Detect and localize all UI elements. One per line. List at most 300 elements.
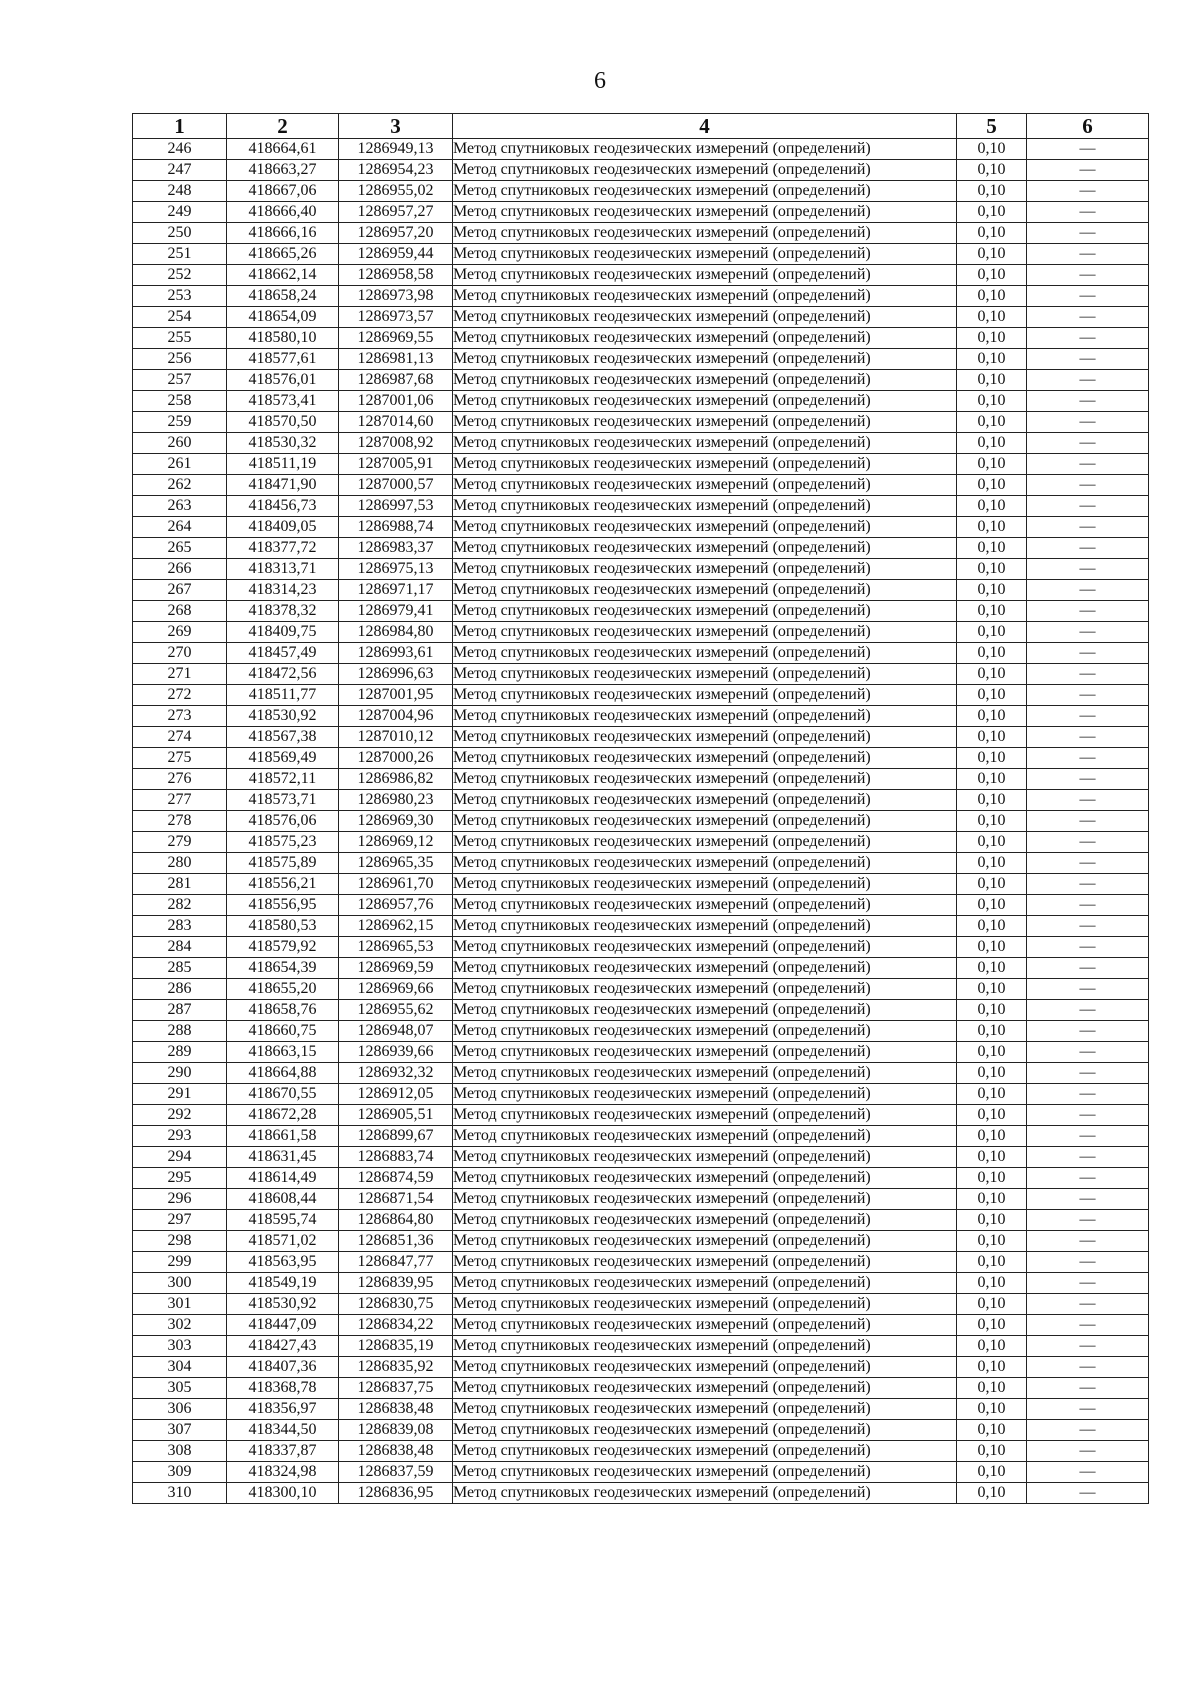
description-cell: — — [1027, 916, 1149, 937]
point-number-cell: 247 — [133, 160, 227, 181]
method-cell: Метод спутниковых геодезических измерений (определений) — [453, 748, 957, 769]
description-cell: — — [1027, 748, 1149, 769]
y-coordinate-cell: 1286959,44 — [339, 244, 453, 265]
table-row — [133, 1042, 1149, 1063]
y-coordinate-cell: 1286837,75 — [339, 1378, 453, 1399]
accuracy-cell: 0,10 — [957, 223, 1027, 244]
description-cell: — — [1027, 223, 1149, 244]
method-cell: Метод спутниковых геодезических измерений (определений) — [453, 181, 957, 202]
y-coordinate-cell: 1286839,95 — [339, 1273, 453, 1294]
table-row — [133, 475, 1149, 496]
x-coordinate-cell: 418409,05 — [227, 517, 339, 538]
accuracy-cell: 0,10 — [957, 1105, 1027, 1126]
table-row — [133, 664, 1149, 685]
description-cell: — — [1027, 496, 1149, 517]
table-row — [133, 1000, 1149, 1021]
y-coordinate-cell: 1286980,23 — [339, 790, 453, 811]
table-row — [133, 265, 1149, 286]
x-coordinate-cell: 418511,77 — [227, 685, 339, 706]
accuracy-cell: 0,10 — [957, 706, 1027, 727]
accuracy-cell: 0,10 — [957, 1420, 1027, 1441]
y-coordinate-cell: 1287005,91 — [339, 454, 453, 475]
point-number-cell: 258 — [133, 391, 227, 412]
method-cell: Метод спутниковых геодезических измерений (определений) — [453, 580, 957, 601]
method-cell: Метод спутниковых геодезических измерений (определений) — [453, 370, 957, 391]
point-number-cell: 257 — [133, 370, 227, 391]
y-coordinate-cell: 1286969,12 — [339, 832, 453, 853]
point-number-cell: 259 — [133, 412, 227, 433]
description-cell: — — [1027, 937, 1149, 958]
table-row — [133, 622, 1149, 643]
accuracy-cell: 0,10 — [957, 412, 1027, 433]
point-number-cell: 301 — [133, 1294, 227, 1315]
x-coordinate-cell: 418530,32 — [227, 433, 339, 454]
x-coordinate-cell: 418378,32 — [227, 601, 339, 622]
method-cell: Метод спутниковых геодезических измерений (определений) — [453, 832, 957, 853]
table-header-row — [133, 114, 1149, 139]
table-row — [133, 643, 1149, 664]
y-coordinate-cell: 1286969,30 — [339, 811, 453, 832]
point-number-cell: 297 — [133, 1210, 227, 1231]
y-coordinate-cell: 1286830,75 — [339, 1294, 453, 1315]
description-cell: — — [1027, 601, 1149, 622]
table-row — [133, 412, 1149, 433]
x-coordinate-cell: 418530,92 — [227, 706, 339, 727]
y-coordinate-cell: 1286838,48 — [339, 1441, 453, 1462]
y-coordinate-cell: 1286986,82 — [339, 769, 453, 790]
point-number-cell: 289 — [133, 1042, 227, 1063]
method-cell: Метод спутниковых геодезических измерений (определений) — [453, 1378, 957, 1399]
accuracy-cell: 0,10 — [957, 769, 1027, 790]
accuracy-cell: 0,10 — [957, 1441, 1027, 1462]
x-coordinate-cell: 418427,43 — [227, 1336, 339, 1357]
column-header: 6 — [1027, 114, 1149, 139]
y-coordinate-cell: 1286949,13 — [339, 139, 453, 160]
y-coordinate-cell: 1286981,13 — [339, 349, 453, 370]
y-coordinate-cell: 1286965,53 — [339, 937, 453, 958]
table-row — [133, 1420, 1149, 1441]
description-cell: — — [1027, 349, 1149, 370]
x-coordinate-cell: 418314,23 — [227, 580, 339, 601]
table-row — [133, 538, 1149, 559]
point-number-cell: 290 — [133, 1063, 227, 1084]
accuracy-cell: 0,10 — [957, 916, 1027, 937]
x-coordinate-cell: 418580,53 — [227, 916, 339, 937]
point-number-cell: 294 — [133, 1147, 227, 1168]
x-coordinate-cell: 418579,92 — [227, 937, 339, 958]
accuracy-cell: 0,10 — [957, 790, 1027, 811]
table-row — [133, 1105, 1149, 1126]
table-row — [133, 160, 1149, 181]
method-cell: Метод спутниковых геодезических измерений (определений) — [453, 1189, 957, 1210]
method-cell: Метод спутниковых геодезических измерений (определений) — [453, 895, 957, 916]
y-coordinate-cell: 1286899,67 — [339, 1126, 453, 1147]
description-cell: — — [1027, 1252, 1149, 1273]
accuracy-cell: 0,10 — [957, 1063, 1027, 1084]
description-cell: — — [1027, 664, 1149, 685]
method-cell: Метод спутниковых геодезических измерений (определений) — [453, 391, 957, 412]
x-coordinate-cell: 418407,36 — [227, 1357, 339, 1378]
y-coordinate-cell: 1286988,74 — [339, 517, 453, 538]
description-cell: — — [1027, 727, 1149, 748]
method-cell: Метод спутниковых геодезических измерений (определений) — [453, 307, 957, 328]
table-row — [133, 1357, 1149, 1378]
x-coordinate-cell: 418654,09 — [227, 307, 339, 328]
accuracy-cell: 0,10 — [957, 1000, 1027, 1021]
method-cell: Метод спутниковых геодезических измерений (определений) — [453, 454, 957, 475]
table-row — [133, 1168, 1149, 1189]
y-coordinate-cell: 1286969,55 — [339, 328, 453, 349]
method-cell: Метод спутниковых геодезических измерений (определений) — [453, 664, 957, 685]
y-coordinate-cell: 1286969,66 — [339, 979, 453, 1000]
x-coordinate-cell: 418658,76 — [227, 1000, 339, 1021]
description-cell: — — [1027, 706, 1149, 727]
point-number-cell: 273 — [133, 706, 227, 727]
accuracy-cell: 0,10 — [957, 265, 1027, 286]
point-number-cell: 260 — [133, 433, 227, 454]
x-coordinate-cell: 418573,41 — [227, 391, 339, 412]
description-cell: — — [1027, 1000, 1149, 1021]
x-coordinate-cell: 418563,95 — [227, 1252, 339, 1273]
method-cell: Метод спутниковых геодезических измерений (определений) — [453, 1462, 957, 1483]
x-coordinate-cell: 418472,56 — [227, 664, 339, 685]
description-cell: — — [1027, 685, 1149, 706]
method-cell: Метод спутниковых геодезических измерений (определений) — [453, 1252, 957, 1273]
description-cell: — — [1027, 160, 1149, 181]
y-coordinate-cell: 1286905,51 — [339, 1105, 453, 1126]
description-cell: — — [1027, 1378, 1149, 1399]
description-cell: — — [1027, 1042, 1149, 1063]
point-number-cell: 282 — [133, 895, 227, 916]
point-number-cell: 310 — [133, 1483, 227, 1504]
x-coordinate-cell: 418447,09 — [227, 1315, 339, 1336]
description-cell: — — [1027, 1357, 1149, 1378]
y-coordinate-cell: 1286838,48 — [339, 1399, 453, 1420]
x-coordinate-cell: 418666,16 — [227, 223, 339, 244]
x-coordinate-cell: 418572,11 — [227, 769, 339, 790]
accuracy-cell: 0,10 — [957, 1378, 1027, 1399]
accuracy-cell: 0,10 — [957, 643, 1027, 664]
x-coordinate-cell: 418344,50 — [227, 1420, 339, 1441]
method-cell: Метод спутниковых геодезических измерений (определений) — [453, 1315, 957, 1336]
x-coordinate-cell: 418456,73 — [227, 496, 339, 517]
x-coordinate-cell: 418324,98 — [227, 1462, 339, 1483]
description-cell: — — [1027, 1273, 1149, 1294]
table-row — [133, 727, 1149, 748]
table-row — [133, 580, 1149, 601]
table-row — [133, 454, 1149, 475]
accuracy-cell: 0,10 — [957, 1357, 1027, 1378]
x-coordinate-cell: 418511,19 — [227, 454, 339, 475]
table-row — [133, 202, 1149, 223]
point-number-cell: 283 — [133, 916, 227, 937]
description-cell: — — [1027, 1462, 1149, 1483]
method-cell: Метод спутниковых геодезических измерений (определений) — [453, 601, 957, 622]
y-coordinate-cell: 1286979,41 — [339, 601, 453, 622]
description-cell: — — [1027, 895, 1149, 916]
x-coordinate-cell: 418595,74 — [227, 1210, 339, 1231]
point-number-cell: 251 — [133, 244, 227, 265]
page-number: 6 — [594, 68, 606, 94]
y-coordinate-cell: 1286971,17 — [339, 580, 453, 601]
method-cell: Метод спутниковых геодезических измерений (определений) — [453, 1441, 957, 1462]
table-row — [133, 1483, 1149, 1504]
description-cell: — — [1027, 769, 1149, 790]
x-coordinate-cell: 418575,23 — [227, 832, 339, 853]
x-coordinate-cell: 418663,15 — [227, 1042, 339, 1063]
table-row — [133, 1462, 1149, 1483]
table-row — [133, 244, 1149, 265]
point-number-cell: 262 — [133, 475, 227, 496]
method-cell: Метод спутниковых геодезических измерений (определений) — [453, 160, 957, 181]
y-coordinate-cell: 1286969,59 — [339, 958, 453, 979]
x-coordinate-cell: 418409,75 — [227, 622, 339, 643]
description-cell: — — [1027, 1084, 1149, 1105]
table-row — [133, 874, 1149, 895]
table-row — [133, 916, 1149, 937]
y-coordinate-cell: 1286912,05 — [339, 1084, 453, 1105]
table-row — [133, 1378, 1149, 1399]
accuracy-cell: 0,10 — [957, 160, 1027, 181]
description-cell: — — [1027, 1063, 1149, 1084]
method-cell: Метод спутниковых геодезических измерений (определений) — [453, 1273, 957, 1294]
point-number-cell: 276 — [133, 769, 227, 790]
table-row — [133, 307, 1149, 328]
x-coordinate-cell: 418313,71 — [227, 559, 339, 580]
method-cell: Метод спутниковых геодезических измерений (определений) — [453, 1420, 957, 1441]
point-number-cell: 278 — [133, 811, 227, 832]
table-row — [133, 853, 1149, 874]
method-cell: Метод спутниковых геодезических измерений (определений) — [453, 1063, 957, 1084]
table-row — [133, 1126, 1149, 1147]
method-cell: Метод спутниковых геодезических измерений (определений) — [453, 643, 957, 664]
description-cell: — — [1027, 1441, 1149, 1462]
description-cell: — — [1027, 244, 1149, 265]
method-cell: Метод спутниковых геодезических измерений (определений) — [453, 1042, 957, 1063]
method-cell: Метод спутниковых геодезических измерений (определений) — [453, 1126, 957, 1147]
accuracy-cell: 0,10 — [957, 286, 1027, 307]
accuracy-cell: 0,10 — [957, 1042, 1027, 1063]
description-cell: — — [1027, 517, 1149, 538]
point-number-cell: 285 — [133, 958, 227, 979]
y-coordinate-cell: 1286984,80 — [339, 622, 453, 643]
x-coordinate-cell: 418664,88 — [227, 1063, 339, 1084]
table-row — [133, 1189, 1149, 1210]
x-coordinate-cell: 418457,49 — [227, 643, 339, 664]
method-cell: Метод спутниковых геодезических измерений (определений) — [453, 517, 957, 538]
description-cell: — — [1027, 853, 1149, 874]
x-coordinate-cell: 418368,78 — [227, 1378, 339, 1399]
description-cell: — — [1027, 265, 1149, 286]
accuracy-cell: 0,10 — [957, 1399, 1027, 1420]
x-coordinate-cell: 418631,45 — [227, 1147, 339, 1168]
x-coordinate-cell: 418655,20 — [227, 979, 339, 1000]
description-cell: — — [1027, 559, 1149, 580]
accuracy-cell: 0,10 — [957, 391, 1027, 412]
accuracy-cell: 0,10 — [957, 1483, 1027, 1504]
description-cell: — — [1027, 1336, 1149, 1357]
accuracy-cell: 0,10 — [957, 202, 1027, 223]
method-cell: Метод спутниковых геодезических измерений (определений) — [453, 412, 957, 433]
accuracy-cell: 0,10 — [957, 1462, 1027, 1483]
table-row — [133, 1021, 1149, 1042]
table-row — [133, 937, 1149, 958]
table-row — [133, 811, 1149, 832]
x-coordinate-cell: 418670,55 — [227, 1084, 339, 1105]
y-coordinate-cell: 1286996,63 — [339, 664, 453, 685]
y-coordinate-cell: 1286864,80 — [339, 1210, 453, 1231]
method-cell: Метод спутниковых геодезических измерений (определений) — [453, 706, 957, 727]
x-coordinate-cell: 418576,06 — [227, 811, 339, 832]
description-cell: — — [1027, 1105, 1149, 1126]
point-number-cell: 309 — [133, 1462, 227, 1483]
x-coordinate-cell: 418662,14 — [227, 265, 339, 286]
table-row — [133, 685, 1149, 706]
point-number-cell: 252 — [133, 265, 227, 286]
description-cell: — — [1027, 202, 1149, 223]
point-number-cell: 275 — [133, 748, 227, 769]
description-cell: — — [1027, 1189, 1149, 1210]
table-row — [133, 1063, 1149, 1084]
table-row — [133, 391, 1149, 412]
point-number-cell: 279 — [133, 832, 227, 853]
description-cell: — — [1027, 391, 1149, 412]
point-number-cell: 286 — [133, 979, 227, 1000]
table-row — [133, 895, 1149, 916]
method-cell: Метод спутниковых геодезических измерений (определений) — [453, 496, 957, 517]
table-row — [133, 328, 1149, 349]
x-coordinate-cell: 418654,39 — [227, 958, 339, 979]
table-row — [133, 181, 1149, 202]
table-row — [133, 1294, 1149, 1315]
y-coordinate-cell: 1286839,08 — [339, 1420, 453, 1441]
accuracy-cell: 0,10 — [957, 1210, 1027, 1231]
method-cell: Метод спутниковых геодезических измерений (определений) — [453, 874, 957, 895]
y-coordinate-cell: 1287014,60 — [339, 412, 453, 433]
method-cell: Метод спутниковых геодезических измерений (определений) — [453, 1147, 957, 1168]
x-coordinate-cell: 418337,87 — [227, 1441, 339, 1462]
table-row — [133, 349, 1149, 370]
description-cell: — — [1027, 538, 1149, 559]
point-number-cell: 269 — [133, 622, 227, 643]
accuracy-cell: 0,10 — [957, 328, 1027, 349]
point-number-cell: 263 — [133, 496, 227, 517]
table-row — [133, 769, 1149, 790]
y-coordinate-cell: 1287001,95 — [339, 685, 453, 706]
point-number-cell: 248 — [133, 181, 227, 202]
column-header: 5 — [957, 114, 1027, 139]
x-coordinate-cell: 418300,10 — [227, 1483, 339, 1504]
description-cell: — — [1027, 1126, 1149, 1147]
column-header: 4 — [453, 114, 957, 139]
method-cell: Метод спутниковых геодезических измерений (определений) — [453, 223, 957, 244]
method-cell: Метод спутниковых геодезических измерений (определений) — [453, 853, 957, 874]
table-row — [133, 1273, 1149, 1294]
y-coordinate-cell: 1286958,58 — [339, 265, 453, 286]
accuracy-cell: 0,10 — [957, 454, 1027, 475]
method-cell: Метод спутниковых геодезических измерений (определений) — [453, 202, 957, 223]
point-number-cell: 270 — [133, 643, 227, 664]
x-coordinate-cell: 418573,71 — [227, 790, 339, 811]
point-number-cell: 266 — [133, 559, 227, 580]
accuracy-cell: 0,10 — [957, 1084, 1027, 1105]
y-coordinate-cell: 1287000,26 — [339, 748, 453, 769]
y-coordinate-cell: 1286955,62 — [339, 1000, 453, 1021]
y-coordinate-cell: 1286955,02 — [339, 181, 453, 202]
column-header: 1 — [133, 114, 227, 139]
table-row — [133, 1252, 1149, 1273]
accuracy-cell: 0,10 — [957, 1315, 1027, 1336]
accuracy-cell: 0,10 — [957, 601, 1027, 622]
description-cell: — — [1027, 412, 1149, 433]
description-cell: — — [1027, 811, 1149, 832]
y-coordinate-cell: 1286851,36 — [339, 1231, 453, 1252]
y-coordinate-cell: 1286948,07 — [339, 1021, 453, 1042]
point-number-cell: 274 — [133, 727, 227, 748]
x-coordinate-cell: 418575,89 — [227, 853, 339, 874]
x-coordinate-cell: 418556,95 — [227, 895, 339, 916]
description-cell: — — [1027, 1231, 1149, 1252]
description-cell: — — [1027, 328, 1149, 349]
y-coordinate-cell: 1286973,57 — [339, 307, 453, 328]
method-cell: Метод спутниковых геодезических измерений (определений) — [453, 433, 957, 454]
y-coordinate-cell: 1286954,23 — [339, 160, 453, 181]
accuracy-cell: 0,10 — [957, 475, 1027, 496]
accuracy-cell: 0,10 — [957, 496, 1027, 517]
accuracy-cell: 0,10 — [957, 139, 1027, 160]
y-coordinate-cell: 1286962,15 — [339, 916, 453, 937]
point-number-cell: 249 — [133, 202, 227, 223]
accuracy-cell: 0,10 — [957, 538, 1027, 559]
method-cell: Метод спутниковых геодезических измерений (определений) — [453, 958, 957, 979]
point-number-cell: 254 — [133, 307, 227, 328]
method-cell: Метод спутниковых геодезических измерений (определений) — [453, 1399, 957, 1420]
method-cell: Метод спутниковых геодезических измерений (определений) — [453, 328, 957, 349]
method-cell: Метод спутниковых геодезических измерений (определений) — [453, 1336, 957, 1357]
table-row — [133, 517, 1149, 538]
x-coordinate-cell: 418672,28 — [227, 1105, 339, 1126]
table-row — [133, 1336, 1149, 1357]
x-coordinate-cell: 418608,44 — [227, 1189, 339, 1210]
description-cell: — — [1027, 139, 1149, 160]
table-row — [133, 1315, 1149, 1336]
point-number-cell: 299 — [133, 1252, 227, 1273]
point-number-cell: 287 — [133, 1000, 227, 1021]
x-coordinate-cell: 418614,49 — [227, 1168, 339, 1189]
accuracy-cell: 0,10 — [957, 181, 1027, 202]
point-number-cell: 302 — [133, 1315, 227, 1336]
y-coordinate-cell: 1287004,96 — [339, 706, 453, 727]
point-number-cell: 250 — [133, 223, 227, 244]
point-number-cell: 304 — [133, 1357, 227, 1378]
x-coordinate-cell: 418576,01 — [227, 370, 339, 391]
x-coordinate-cell: 418567,38 — [227, 727, 339, 748]
y-coordinate-cell: 1286957,76 — [339, 895, 453, 916]
method-cell: Метод спутниковых геодезических измерений (определений) — [453, 1021, 957, 1042]
method-cell: Метод спутниковых геодезических измерений (определений) — [453, 769, 957, 790]
description-cell: — — [1027, 1294, 1149, 1315]
table-row — [133, 223, 1149, 244]
y-coordinate-cell: 1286835,92 — [339, 1357, 453, 1378]
column-header: 2 — [227, 114, 339, 139]
x-coordinate-cell: 418580,10 — [227, 328, 339, 349]
y-coordinate-cell: 1287001,06 — [339, 391, 453, 412]
point-number-cell: 246 — [133, 139, 227, 160]
y-coordinate-cell: 1286975,13 — [339, 559, 453, 580]
method-cell: Метод спутниковых геодезических измерений (определений) — [453, 1210, 957, 1231]
x-coordinate-cell: 418471,90 — [227, 475, 339, 496]
x-coordinate-cell: 418549,19 — [227, 1273, 339, 1294]
